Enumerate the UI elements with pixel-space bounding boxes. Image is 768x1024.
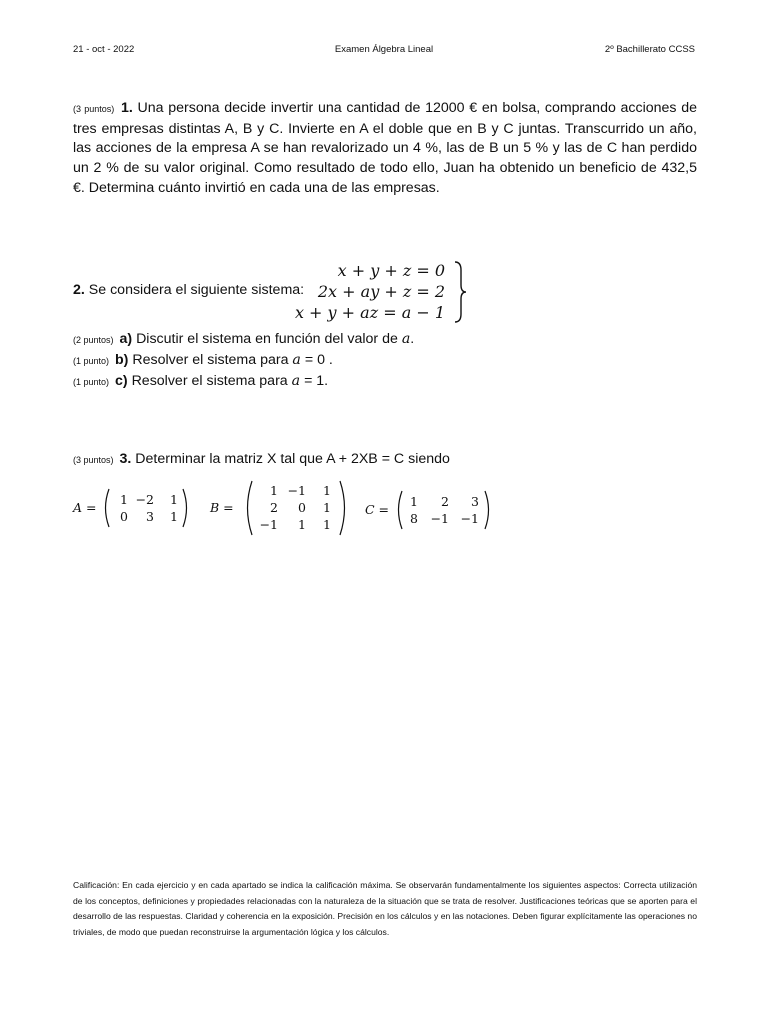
question-3-points: (3 puntos) [73,455,114,465]
part-b-var: a [292,352,301,368]
part-c-text: Resolver el sistema para [131,373,288,389]
matrix-a-label: A = [73,500,97,515]
header-course: 2º Bachillerato CCSS [604,44,695,55]
matrix-c-cell: 8 [410,511,418,526]
right-brace-icon [452,260,468,324]
question-1-text: Una persona decide invertir una cantidad de 12000 € en bolsa, comprando acciones de tres empresas distintas A, B y C. Invierte en A el doble que en B y C juntas. Transcurrido un año, las acciones de la empresa A se han revalorizado un 4 %, las de B un 5 % y las de C han perdido un 2 % de su valor original. Como resultado de todo ello, Juan ha obtenido un beneficio de 432,5 €. Determina cuánto invirtió en cada una de las empresas. [73,100,698,196]
matrix-c-label: C = [365,502,390,517]
right-paren-icon [338,480,350,536]
question-1 [73,99,697,199]
part-b-letter: b) [114,352,129,368]
matrix-a-cell: 1 [120,492,128,507]
grading-note-text: En cada ejercicio y en cada apartado se indica la calificación máxima. Se observarán fundamentalmente los siguientes aspectos: Correcta utilización de los conceptos, definiciones y propiedades relacionadas con la naturaleza de la situación que se trata de resolver. Justificaciones teóricas que se aporten para el desarrollo de las respuestas. Claridad y coherencia en la exposición. Precisión en los cálculos y en las notaciones. Deben figurar explícitamente las operaciones no triviales, de modo que puedan reconstruirse la argumentación lógica y los cálculos. [73,880,698,937]
question-3-number: 3. [119,451,132,467]
matrix-b-cell: 1 [298,517,306,532]
part-c-letter: c) [114,373,128,389]
matrix-a-cell: 1 [170,492,178,507]
matrix-a-cell: 0 [120,509,128,524]
matrix-a-cell: −2 [135,492,154,507]
question-3 [73,450,697,471]
question-2-number: 2. [73,282,85,298]
header-title: Examen Álgebra Lineal [334,44,434,55]
right-paren-icon [181,488,191,528]
equation-3: x + y + az = a − 1 [294,303,445,322]
matrix-b [210,480,355,536]
question-1-number: 1. [120,100,133,116]
part-c-var: a [291,373,301,389]
part-a-var: a [401,331,411,347]
equation-1: x + y + z = 0 [337,261,445,280]
part-a-points: (2 puntos) [73,335,114,345]
matrix-c-cell: 1 [410,494,418,509]
matrix-c-cell: −1 [460,511,479,526]
part-b-text: Resolver el sistema para [132,352,289,368]
grading-note-label: Calificación: [73,880,120,890]
matrix-b-label: B = [210,500,234,515]
matrix-b-cell: 2 [270,500,278,515]
part-a-letter: a) [119,331,133,347]
question-2-part-a [73,330,697,351]
question-3-text: Determinar la matriz X tal que A + 2XB = C siendo [135,451,450,467]
question-2-part-b [73,351,697,372]
right-paren-icon [483,490,493,530]
matrix-b-cell: 0 [298,500,306,515]
question-1-points: (3 puntos) [73,104,115,114]
question-2-part-c [73,372,697,393]
part-c-end: = 1. [304,373,329,389]
matrix-b-cell: 1 [323,483,331,498]
part-b-points: (1 punto) [73,356,110,366]
matrix-a-cell: 1 [170,509,178,524]
part-a-end: . [410,331,415,347]
matrix-c-cell: −1 [430,511,449,526]
equation-2: 2x + ay + z = 2 [317,282,445,301]
part-c-points: (1 punto) [73,377,110,387]
header-date: 21 - oct - 2022 [73,44,135,55]
matrix-b-cell: 1 [323,500,331,515]
matrix-b-cell: 1 [270,483,278,498]
matrix-a [73,488,193,528]
matrix-b-cell: −1 [287,483,306,498]
equation-system [260,260,445,323]
matrix-c-cell: 3 [471,494,479,509]
matrix-a-cell: 3 [146,509,154,524]
matrix-c [365,490,500,530]
part-b-end: = 0 . [304,352,333,368]
matrix-b-cell: −1 [259,517,278,532]
grading-note [73,878,697,940]
question-2-intro-text: Se considera el siguiente sistema: [88,282,305,298]
part-a-text: Discutir el sistema en función del valor de [136,331,398,347]
matrix-b-cell: 1 [323,517,331,532]
matrix-c-cell: 2 [441,494,449,509]
